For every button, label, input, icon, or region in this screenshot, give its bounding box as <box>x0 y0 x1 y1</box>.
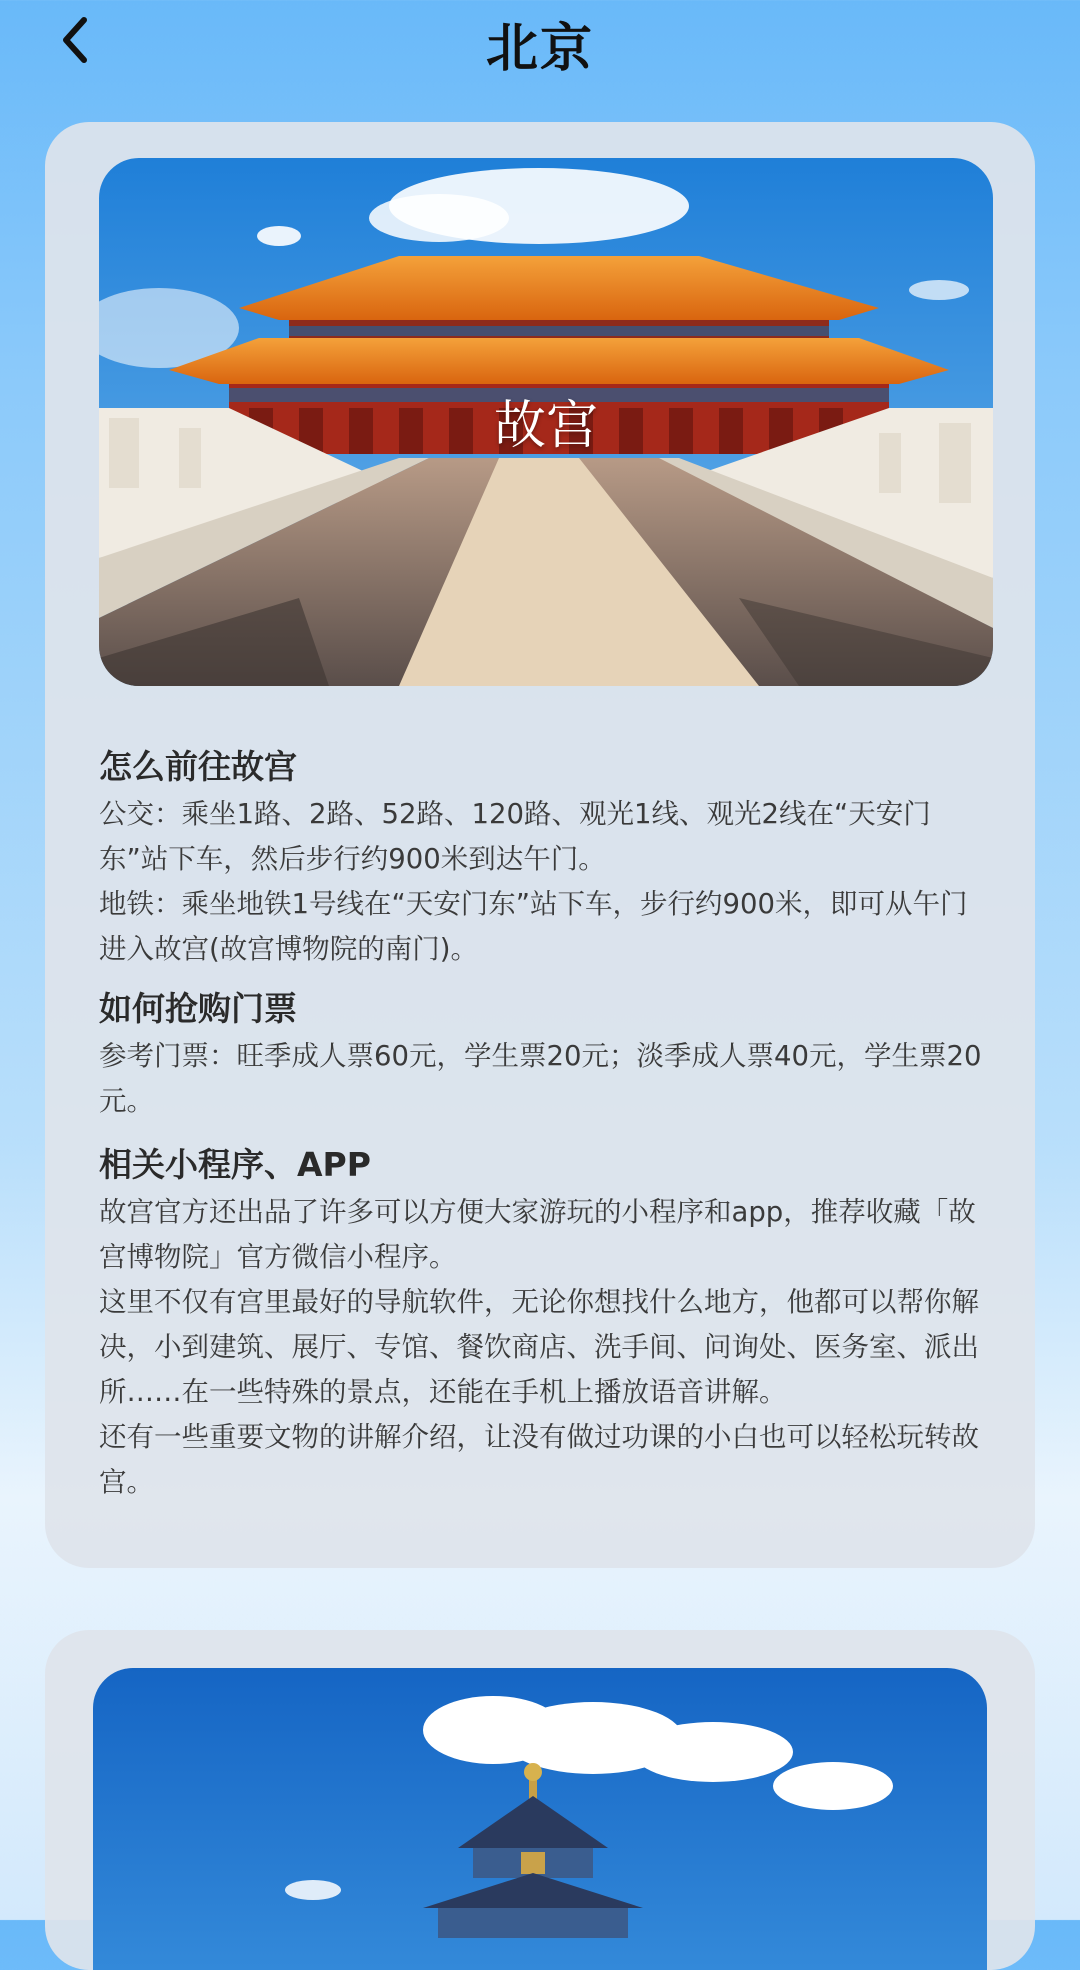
paragraph-bus: 公交：乘坐1路、2路、52路、120路、观光1线、观光2线在“天安门东”站下车，然后步行约900米到达午门。 <box>99 798 931 875</box>
temple-photo <box>93 1668 987 1970</box>
paragraph-apps-navigation: 这里不仅有宫里最好的导航软件，无论你想找什么地方，他都可以帮你解决，小到建筑、展厅、专馆、餐饮商店、洗手间、问询处、医务室、派出所……在一些特殊的景点，还能在手机上播放语音讲解。 <box>99 1286 979 1408</box>
paragraph-ticket-price: 参考门票：旺季成人票60元，学生票20元；淡季成人票40元，学生票20元。 <box>99 1040 982 1117</box>
section-title-tickets: 如何抢购门票 <box>99 989 297 1028</box>
top-bar <box>0 0 1080 88</box>
paragraph-apps-intro: 故宫官方还出品了许多可以方便大家游玩的小程序和app，推荐收藏「故宫博物院」官方微信小程序。 <box>99 1196 976 1273</box>
photo-caption: 故宫 <box>493 396 598 456</box>
section-title-transport: 怎么前往故宫 <box>99 747 297 786</box>
paragraph-subway: 地铁：乘坐地铁1号线在“天安门东”站下车，步行约900米，即可从午门进入故宫(故宫博物院的南门)。 <box>99 888 968 965</box>
attraction-details <box>99 742 989 1505</box>
attraction-photo <box>93 1668 987 1970</box>
page-title: 北京 <box>485 19 594 79</box>
attraction-card[interactable] <box>45 1630 1035 1970</box>
section-title-apps: 相关小程序、APP <box>99 1145 371 1184</box>
paragraph-apps-relics: 还有一些重要文物的讲解介绍，让没有做过功课的小白也可以轻松玩转故宫。 <box>99 1421 979 1498</box>
attraction-card[interactable] <box>45 122 1035 1568</box>
attraction-photo <box>99 158 993 686</box>
